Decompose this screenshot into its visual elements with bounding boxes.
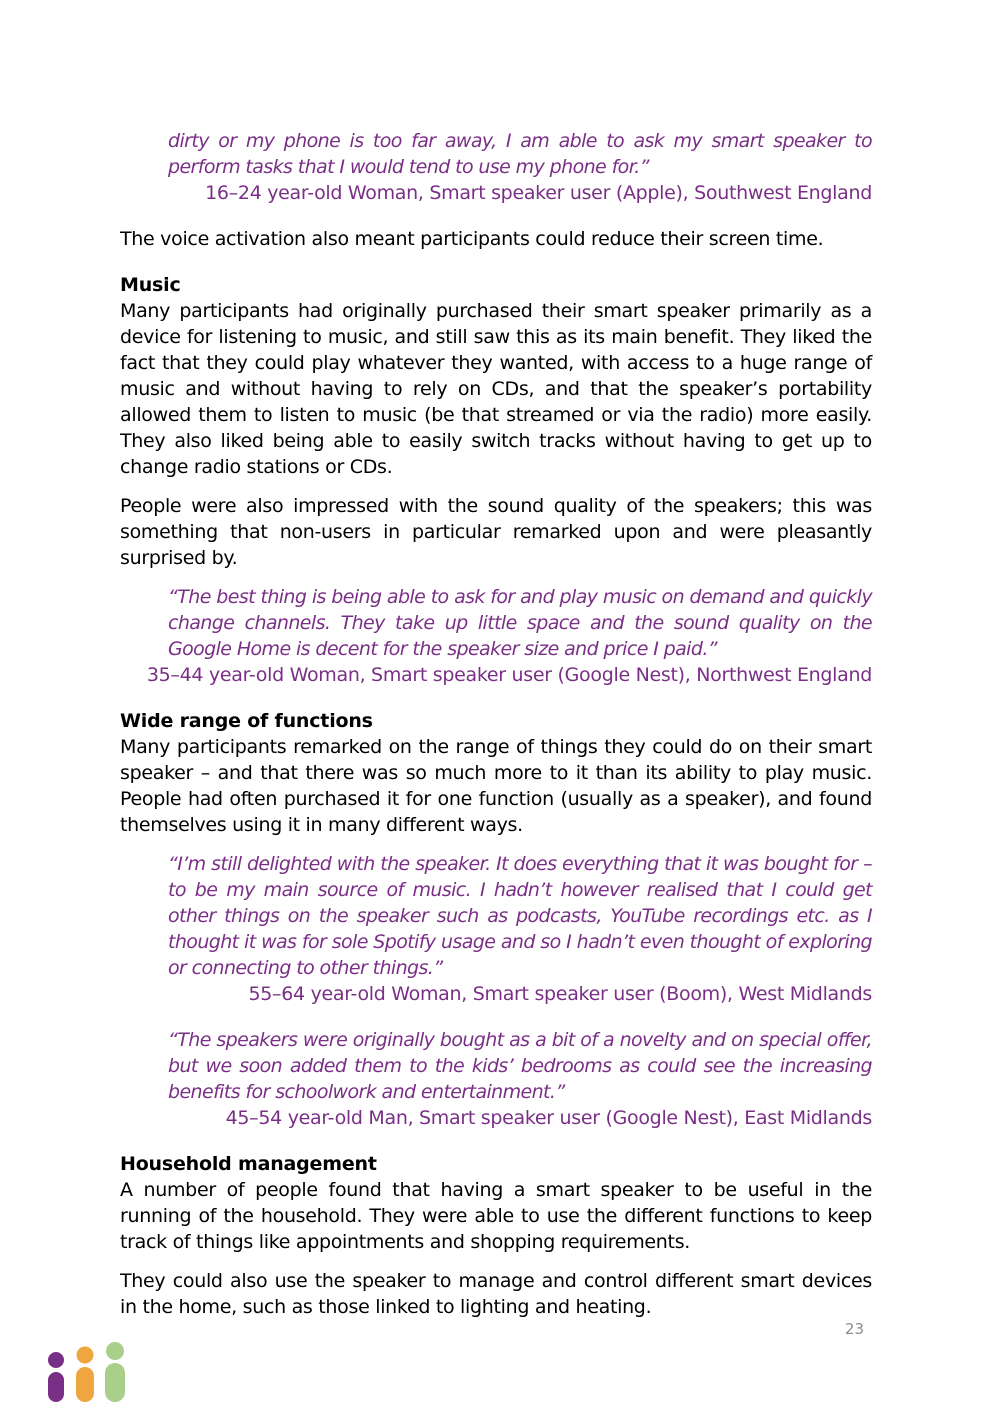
paragraph-household-2: They could also use the speaker to manage and control different smart devices in the home, such as those linked to lighting and heating.: [120, 1270, 872, 1318]
quote-attribution: 55–64 year-old Woman, Smart speaker user (Boom), West Midlands: [248, 983, 872, 1005]
paragraph-music-1: Many participants had originally purchased their smart speaker primarily as a device for listening to music, and still saw this as its main benefit. They liked the fact that they could play whatever they wanted, with access to a huge range of music and without having to rely on CDs, and that the speaker’s portability allowed them to listen to music (be that streamed or via the radio) more easily. They also liked being able to easily switch tracks without having to get up to change radio stations or CDs.: [120, 300, 872, 478]
quote-functions-2: “The speakers were originally bought as a bit of a novelty and on special offer, but we soon added them to the kids’ bedrooms as could see the increasing benefits for schoolwork and entertainment.”: [168, 1029, 872, 1103]
paragraph-functions: Many participants remarked on the range of things they could do on their smart speaker – and that there was so much more to it than its ability to play music. People had often purchased it for one function (usually as a speaker), and found themselves using it in many different ways.: [120, 736, 872, 836]
paragraph-screen-time: The voice activation also meant participants could reduce their screen time.: [120, 228, 824, 250]
quote-functions-1: “I’m still delighted with the speaker. It does everything that it was bought for – to be my main source of music. I hadn’t however realised that I could get other things on the speaker such as podcasts, YouTube recordings etc. as I thought it was for sole Spotify usage and so I hadn’t even thought of exploring or connecting to other things.”: [168, 853, 872, 979]
quote-music: “The best thing is being able to ask for and play music on demand and quickly change channels. They take up little space and the sound quality on the Google Home is decent for the speaker size and price I paid.”: [168, 586, 872, 660]
section-heading-music: Music: [120, 274, 181, 296]
section-heading-household: Household management: [120, 1153, 377, 1175]
paragraph-household-1: A number of people found that having a smart speaker to be useful in the running of the household. They were able to use the different functions to keep track of things like appointments and shopping requirements.: [120, 1179, 872, 1253]
quote-attribution: 35–44 year-old Woman, Smart speaker user (Google Nest), Northwest England: [146, 664, 872, 686]
quote-attribution: 45–54 year-old Man, Smart speaker user (Google Nest), East Midlands: [225, 1107, 872, 1129]
quote-intro: dirty or my phone is too far away, I am able to ask my smart speaker to perform tasks that I would tend to use my phone for.”: [168, 130, 872, 178]
section-heading-functions: Wide range of functions: [120, 710, 373, 732]
three-people-logo-icon: [44, 1340, 134, 1402]
page-number: 23: [844, 1320, 864, 1338]
document-page: [120, 128, 872, 1320]
paragraph-music-2: People were also impressed with the sound quality of the speakers; this was something that non-users in particular remarked upon and were pleasantly surprised by.: [120, 495, 872, 569]
quote-attribution: 16–24 year-old Woman, Smart speaker user (Apple), Southwest England: [205, 182, 872, 204]
